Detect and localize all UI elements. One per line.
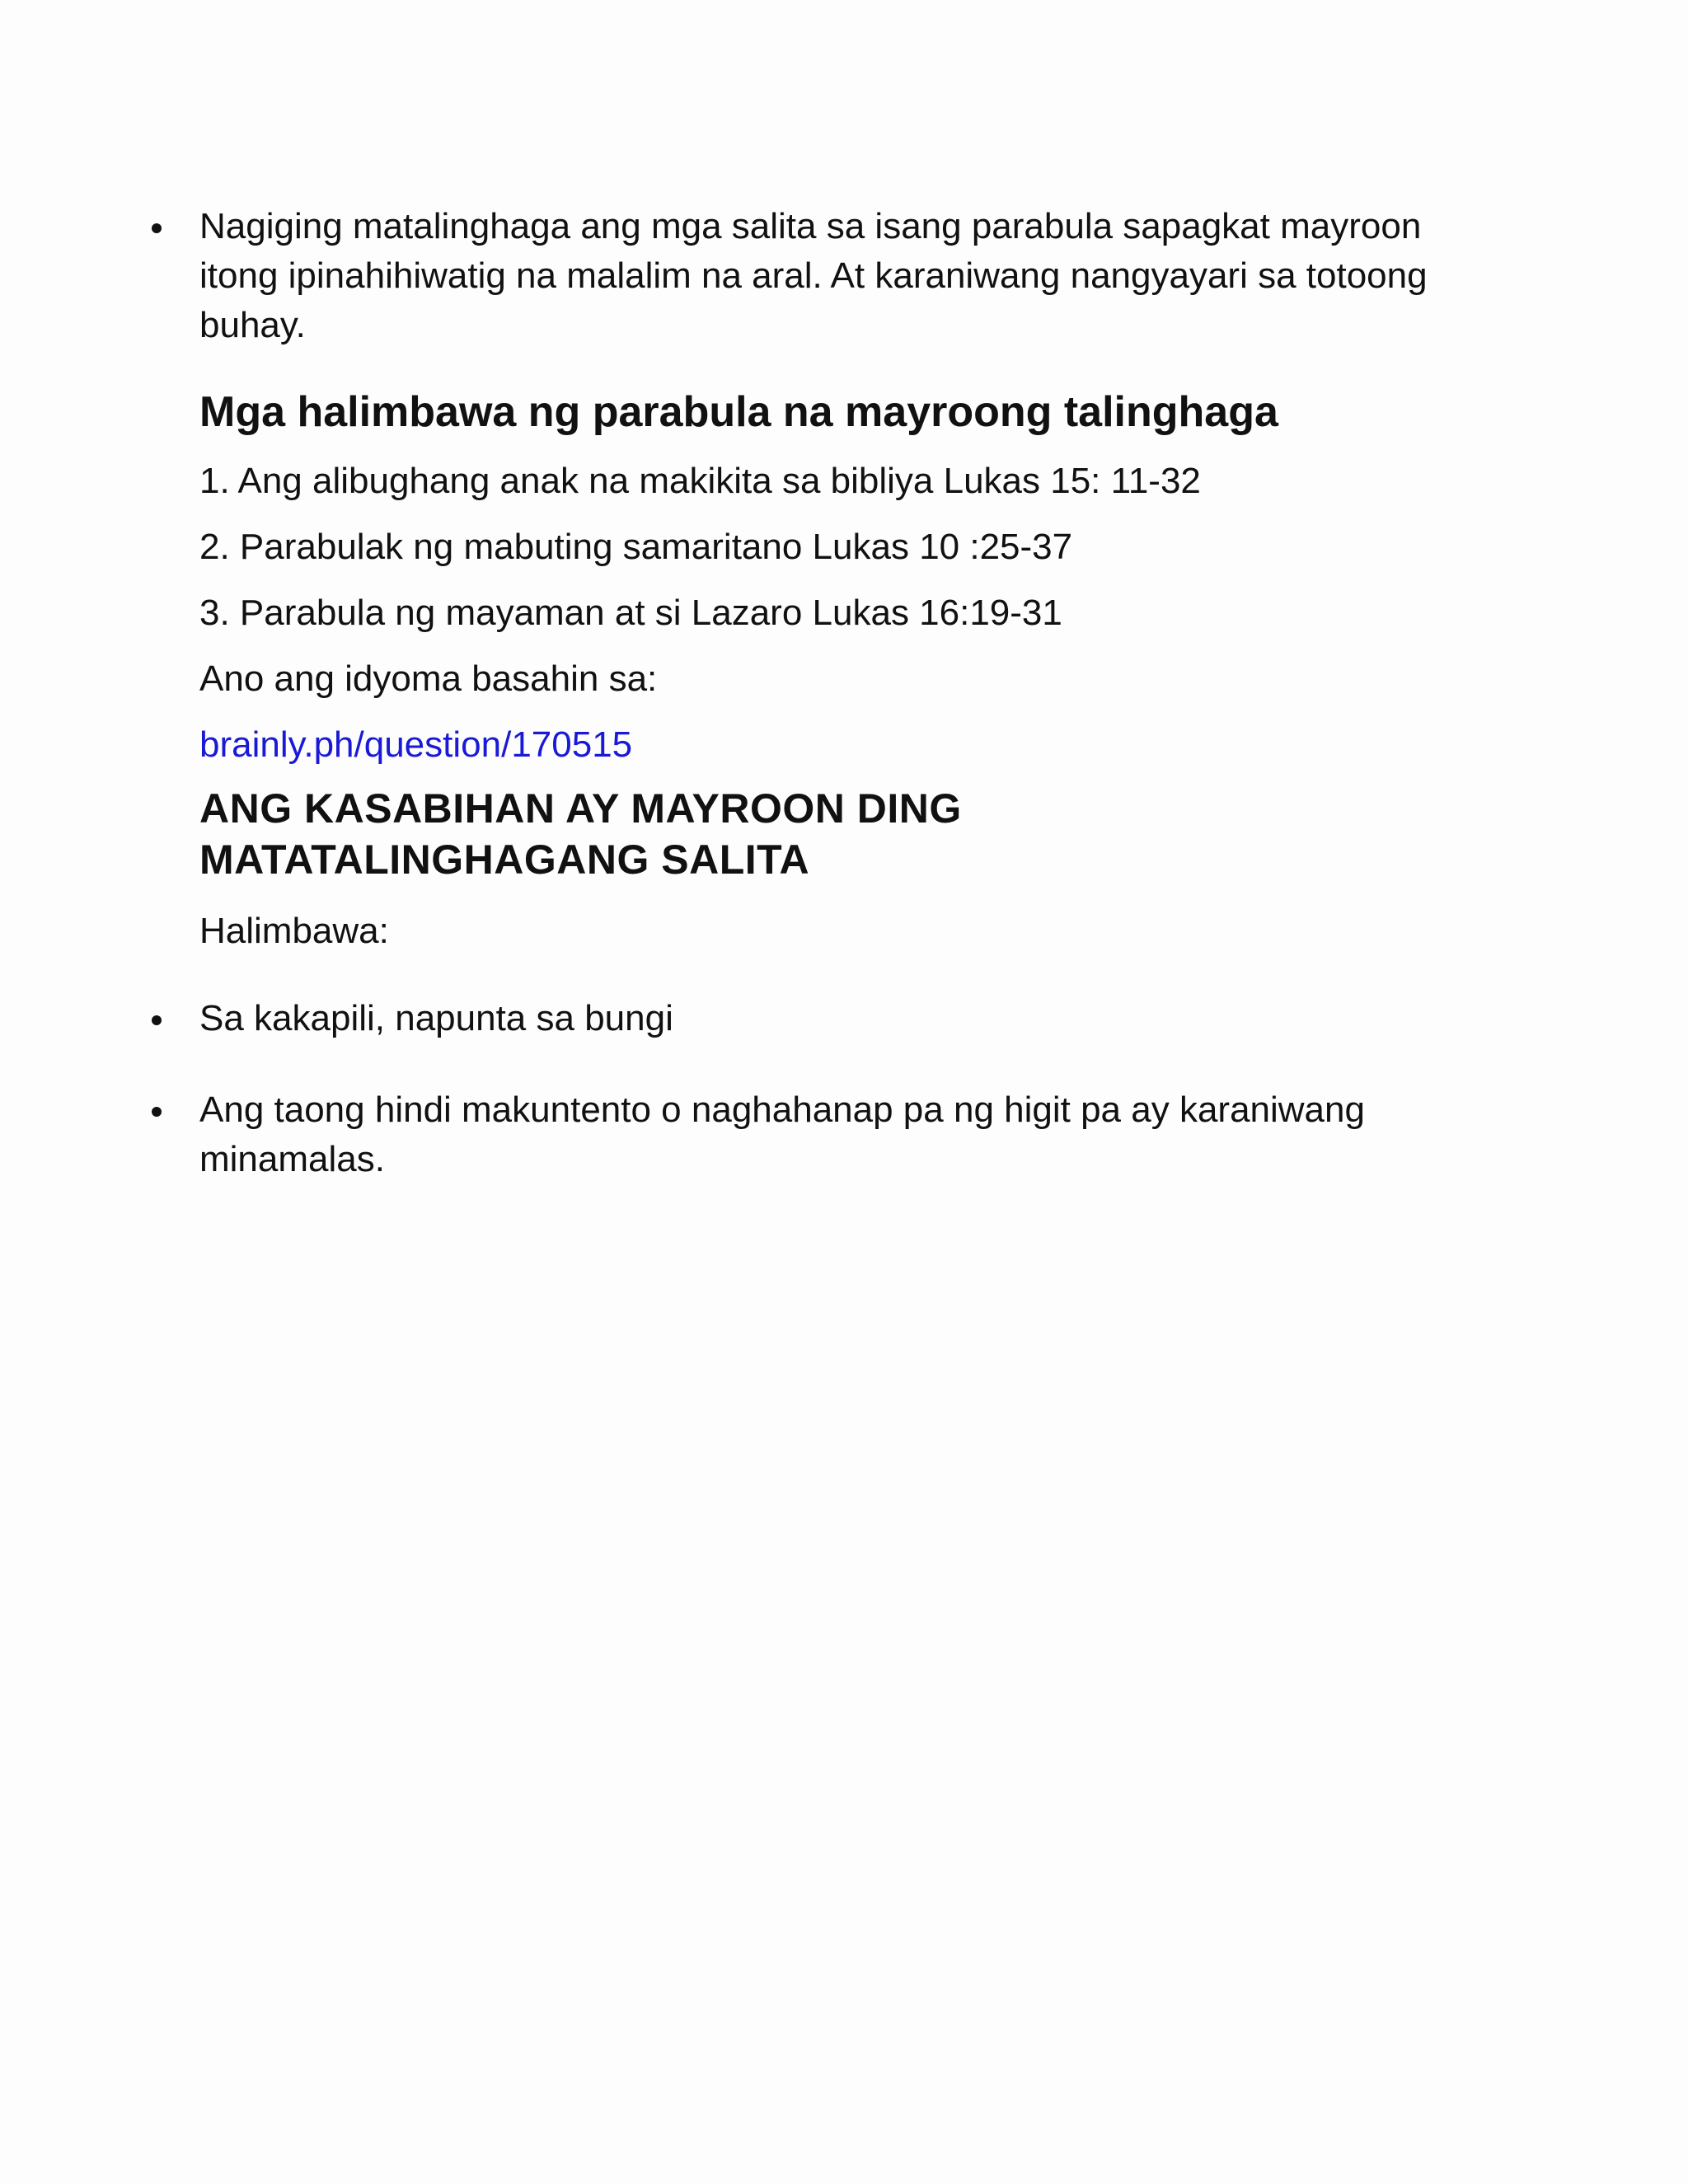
- saying-bullet-2-line-2: minamalas.: [199, 1139, 385, 1179]
- saying-bullet-1: Sa kakapili, napunta sa bungi: [199, 998, 673, 1038]
- example-item-2: 2. Parabulak ng mabuting samaritano Lukas 10 :25-37: [199, 527, 1073, 567]
- bullet-marker: [152, 223, 162, 233]
- intro-paragraph-line-3: buhay.: [199, 305, 306, 345]
- intro-paragraph-line-2: itong ipinahihiwatig na malalim na aral. At karaniwang nangyayari sa totoong: [199, 255, 1428, 296]
- example-label: Halimbawa:: [199, 911, 389, 951]
- read-more-label: Ano ang idyoma basahin sa:: [199, 658, 658, 699]
- section-heading-sayings-line-1: ANG KASABIHAN AY MAYROON DING: [199, 785, 962, 832]
- brainly-link[interactable]: brainly.ph/question/170515: [199, 724, 633, 765]
- section-heading-sayings-line-2: MATATALINGHAGANG SALITA: [199, 837, 810, 883]
- reference-link: [199, 720, 632, 770]
- bullet-marker: [152, 1107, 162, 1117]
- section-heading-examples: Mga halimbawa ng parabula na mayroong talinghaga: [199, 388, 1278, 436]
- saying-bullet-2-line-1: Ang taong hindi makuntento o naghahanap pa ng higit pa ay karaniwang: [199, 1090, 1365, 1130]
- intro-paragraph-line-1: Nagiging matalinghaga ang mga salita sa isang parabula sapagkat mayroon: [199, 206, 1422, 246]
- example-item-1: 1. Ang alibughang anak na makikita sa bibliya Lukas 15: 11-32: [199, 461, 1201, 501]
- bullet-marker: [152, 1015, 162, 1025]
- example-item-3: 3. Parabula ng mayaman at si Lazaro Lukas 16:19-31: [199, 593, 1062, 633]
